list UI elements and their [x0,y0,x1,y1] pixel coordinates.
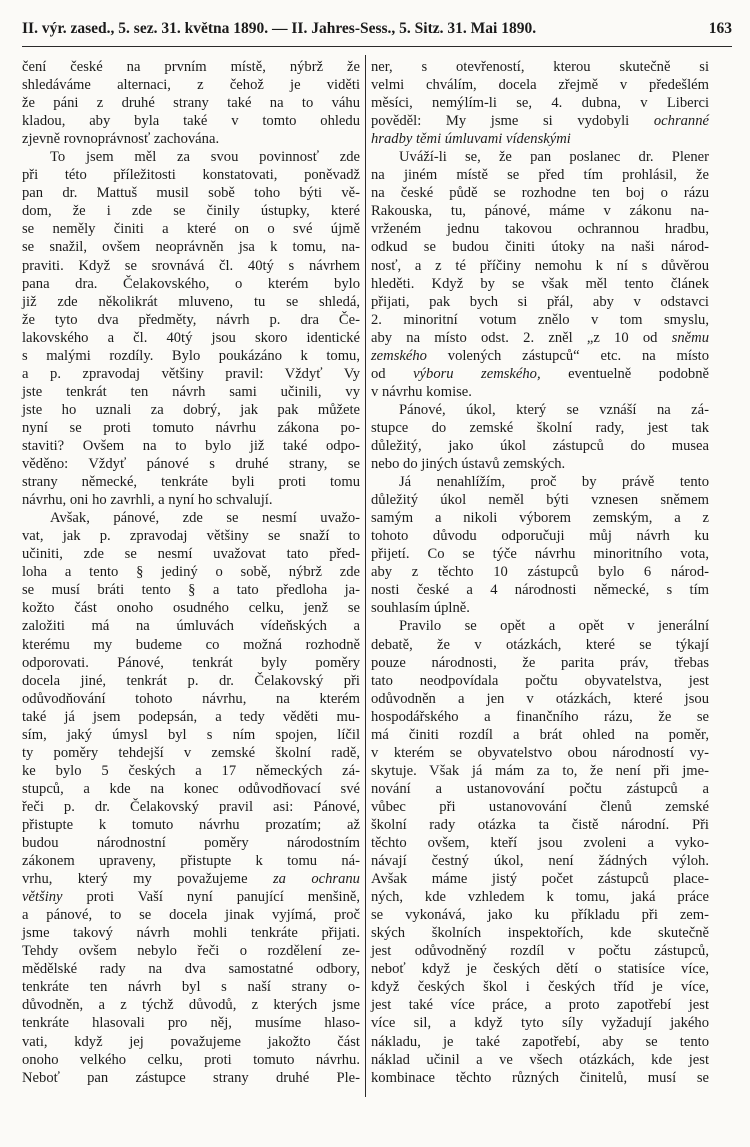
text-line: nyní se proti tomuto návrhu zákona po- [22,419,360,436]
text-line: nebo do jiných ústavů zemských. [371,456,566,473]
text-line: jest také více práce, a proto zapotřebí jest [371,997,709,1014]
text-line: věděno: Vždyť pánové s druhé strany, se [22,456,360,473]
text-line: vat, jak p. zpravodaj většiny se snaží to [22,528,360,545]
text-line: ke bylo 5 českých a 17 německých zá- [22,762,360,779]
text-line: shledáváme alternaci, z čehož je viděti [22,77,360,94]
text-line: skytuje. Však já mám za to, že není při jme- [371,762,709,779]
text-line: 2. minoritní votum znělo v tom smyslu, [371,311,709,328]
text-line: měsíci, nemýlím-li se, 4. dubna, v Liberci [371,95,709,112]
text-line: jste tenkrát ten návrh sami učinili, vy [22,383,360,400]
text-line: budou národnostní poměry národostním [22,835,360,852]
text-line: nosti české a 4 národnosti německé, s tím [371,582,709,599]
text-line [371,130,709,148]
text-line: a p. zpravodaj většiny pravil: Vždyť Vy [22,365,360,382]
text-line: hospodářského a finančního rázu, že se [371,708,709,725]
text-line: dom, že i zde se činily ústupky, které [22,203,360,220]
text-line: od výboru zemského, eventuelně podobně [371,365,710,382]
text-line: důvodněn, a z týchž důvodů, z kterých jsme [22,997,360,1014]
text-line: vůbec při ustanovování členů zemské [371,798,709,815]
text-line: se musí bráti tento § a tato předloha ja- [22,582,360,599]
text-line: jste ho uznali za dobrý, jak pak můžete [22,401,360,418]
text-line: pana dra. Čelakovského, o kterém bylo [22,275,360,292]
text-line: se neměly činiti a které on o své újmě [22,221,360,238]
text-line: nákladu, je také zapotřebí, aby se tento [371,1033,709,1050]
text-line: zemského volených zástupců“ etc. na místo [371,347,709,364]
text-line: v kterém se obyvatelstvo obou národností vy- [371,744,709,761]
text-line: kterému my budeme co možná rozhodně [22,636,360,653]
text-line: tenkráte ten návrh byl s naší strany o- [22,979,360,996]
text-line: více sil, a když tyto síly vyžadují jakého [371,1015,709,1032]
text-line: tato neodpovídala počtu obyvatelstva, jest [371,672,709,689]
text-line: pověděl: My jsme si vydobyli ochranné [371,113,709,130]
text-line: ty poměry tehdejší v zemské školní radě, [22,744,360,761]
text-line: na české půdě se rozhodne ten boj o rázu [371,185,709,202]
text-line: důležitý, jako úkol zástupců do musea [371,437,709,454]
text-line: v návrhu komise. [371,383,472,400]
text-line: zákonem upraveny, přistupte k tomu ná- [22,853,360,870]
text-line: při této příležitosti konstatovati, poněvadž [22,167,360,184]
text-line: také já jsem podepsán, a tedy věděti mu- [22,708,360,725]
text-line: nování a ustanovování počtu zástupců a [371,780,709,797]
text-line: loha a tento § jediný o sobě, nýbrž zde [22,564,360,581]
emphasis: hradby těmi úmluvami vídenskými [371,131,571,148]
emphasis: za ochranu [273,871,360,888]
text-line: docela jiné, tenkrát p. dr. Čelakovský při [22,672,360,689]
text-line: To jsem měl za svou povinnosť zde [50,149,360,166]
text-line: náklad učinil a ve všech otázkách, kde jest [371,1051,709,1068]
text-line: Uváží-li se, že pan poslanec dr. Plener [399,149,709,166]
emphasis: ochranné [653,113,709,130]
text-line: má činiti rozdíl a brát ohled na poměr, [371,726,709,743]
text-line: důležitý úkol neměl býti vznesen sněmem [371,492,709,509]
text-line: čení české na prvním místě, nýbrž že [22,59,360,75]
text-line: založiti má na úmluvách vídeňských a [22,618,360,635]
text-line: tenkráte hlasovali pro něj, musíme hlaso- [22,1015,360,1032]
text-line: když českých škol i českých tříd je více, [371,979,709,996]
text-line: Pravilo se opět a opět v jenerální [399,618,709,635]
text-line: přistupte k tomuto návrhu prozatím; až [22,816,360,833]
emphasis: výboru zemského, [413,365,541,382]
text-line: vrhu, který my považujeme za ochranu [22,871,360,888]
text-line: a pánové, to se docela jinak vyjímá, proč [22,907,360,924]
text-line: strany německé, tenkráte byli proti tomu [22,474,360,491]
text-line: Já nenahlížím, proč by právě tento [399,474,709,491]
text-line: sím, jaký úmysl byl s ním spojen, líčil [22,726,360,743]
text-line: velmi chválím, docela zřejmě v předešlém [371,77,709,94]
text-line: na jiném místě se před tím prohlásil, že [371,167,709,184]
text-line: Avšak máme jistý počet zástupců place- [371,871,709,888]
text-line: odporovati. Pánové, tenkrát byly poměry [22,654,360,671]
text-line: aby na místo odst. 2. zněl „z 10 od sněmu [371,329,709,346]
text-line: Pánové, úkol, který se vznáší na zá- [399,401,709,418]
text-line: stupců, a kde na konec odůvodňovací své [22,780,360,797]
text-line: že páni z druhé strany také na to váhu [22,95,360,112]
text-line: nosť, a z té příčiny nemohu k ní s důvěrou [371,257,709,274]
text-line: školní rady otázka ta čistě národní. Při [371,816,709,833]
text-line: souhlasím úplně. [371,600,470,617]
header-title: II. výr. zased., 5. sez. 31. května 1890. — II. Jahres-Sess., 5. Sitz. 31. Mai 1890. [22,20,537,37]
text-line: Avšak, pánové, zde se nesmí uvažo- [50,510,360,527]
text-line: přijati, pak bych si přál, aby v odstavci [371,293,709,310]
text-line: pouze národnosti, že parita práv, třebas [371,654,709,671]
text-line: ných, kde vzhledem k tomu, jaká práce [371,889,709,906]
text-line: kožto část onoho osudného celku, jenž se [22,600,360,617]
text-line: onoho velkého celku, proti tomuto návrhu. [22,1051,360,1068]
header-rule [22,46,732,47]
text-line: vrženém jednu takovou ochrannou hradbu, [371,221,709,238]
text-line: staviti? Ovšem na to bylo již také odpo- [22,437,360,454]
text-line: s malými rozdíly. Bylo poukázáno k tomu, [22,347,360,364]
text-line: odůvodněn a jen v otázkách, které jsou [371,690,709,707]
text-line: debatě, že v otázkách, které se týkají [371,636,709,653]
text-line: učiniti, zde se nesmí uvažovat tato před- [22,546,360,563]
right-column [371,58,709,1087]
text-line: aby z těchto 10 zástupců bylo 6 národ- [371,564,709,581]
text-line: praviti. Když se srovnává čl. 40tý s návrhem [22,257,360,274]
text-line: Neboť pan zástupce strany druhé Ple- [22,1069,360,1086]
text-line: stupce do zemské školní rady, jest tak [371,419,709,436]
text-line: jest odůvodněný rozdíl v počtu zástupců, [371,943,709,960]
text-line: mědělské rady na dva samostatné odbory, [22,961,360,978]
text-line: jsme takový návrh mohli tenkráte přijati. [22,925,360,942]
text-line: samým a nikoli výborem zemským, a z [371,510,709,527]
text-line: neboť když je českých dětí o statisíce více, [371,961,709,978]
text-line: kombinace těchto různých činitelů, musí se [371,1069,709,1086]
emphasis: zemského [371,347,427,364]
text-line: kladou, aby byla také v tomto ohledu [22,113,360,130]
text-line: Tehdy ovšem nebylo řeči o rozdělení ze- [22,943,360,960]
column-divider [365,55,366,1097]
text-line: hleděti. Když by se však měl tento článek [371,275,709,292]
text-line: návrhu, oni ho zavrhli, a nyní ho schvalují. [22,492,273,509]
text-line: tohoto důvodu odporučuji můj návrh ku [371,528,709,545]
text-line: odůvodňování tohoto návrhu, na kterém [22,690,360,707]
text-line: ských školních inspektořích, kde skutečně [371,925,709,942]
text-line: se vykonává, jako ku příkladu při zem- [371,907,709,924]
text-line: pan dr. Mattuš musil sobě toho býti vě- [22,185,360,202]
emphasis: sněmu [671,329,709,346]
text-line: návají čestný úkol, není žádných výloh. [371,853,709,870]
text-line: řeči p. dr. Čelakovský pravil asi: Pánové, [22,798,360,815]
text-line: zjevně rovnoprávnosť zachována. [22,131,220,148]
text-line: odkud se budou činiti útoky na naši národ- [371,239,709,256]
text-line: se snažil, ovšem neoprávněn jsa k tomu, na- [22,239,360,256]
text-line: vati, když jej považujeme jakožto část [22,1033,360,1050]
text-line: lakovského a čl. 40tý jsou skoro identické [22,329,360,346]
page-number: 163 [708,20,732,37]
text-line: že tyto dva předměty, návrh p. dra Če- [22,311,360,328]
text-line: již zde několikrát mluveno, tu se shledá, [22,293,360,310]
text-line: přijetí. Co se týče návrhu minoritního vota, [371,546,709,563]
text-line: ner, s otevřeností, kterou skutečně si [371,59,709,75]
left-column [22,58,360,1087]
text-line: Rakouska, tu, pánové, máme v zákonu na- [371,203,709,220]
emphasis: většiny [22,889,63,906]
running-header [22,20,732,38]
text-line: většiny proti Vaší nyní panující menšině, [22,889,360,906]
text-line: těchto ovšem, kteří jsou zvoleni a vyko- [371,835,709,852]
